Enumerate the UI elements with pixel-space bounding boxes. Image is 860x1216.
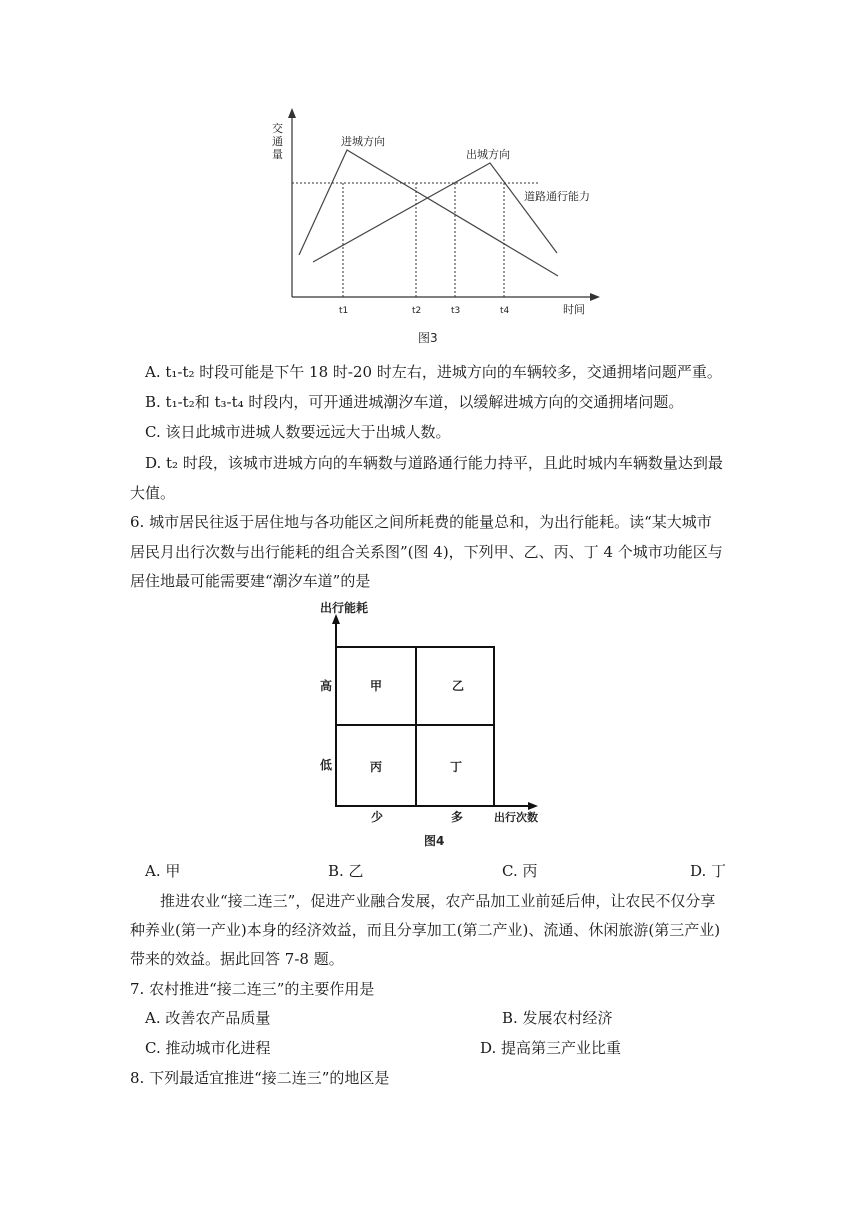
q6-option-a[interactable]: A. 甲 (145, 862, 181, 880)
x-axis-label: 时间 (563, 303, 585, 316)
y-axis-arrow (288, 108, 296, 118)
capacity-label: 道路通行能力 (524, 190, 590, 203)
inbound-line (299, 150, 558, 276)
q7-option-a[interactable]: A. 改善农产品质量 (145, 1009, 271, 1027)
q5-option-d-line2: 大值。 (130, 484, 176, 502)
f4-x-label: 出行次数 (494, 811, 538, 824)
figure-4-grid-chart (0, 590, 860, 860)
tick-t4: t4 (500, 306, 510, 316)
passage-line2: 种养业(第一产业)本身的经济效益，而且分享加工(第二产业)、流通、休闲旅游(第三产业) (130, 921, 721, 939)
q5-option-a[interactable]: A. t₁-t₂ 时段可能是下午 18 时-20 时左右，进城方向的车辆较多，交通拥堵问题严重。 (145, 363, 722, 381)
f4-low: 低 (320, 758, 333, 772)
q6-stem-line3: 居住地最可能需要建“潮汐车道”的是 (130, 572, 371, 590)
inbound-label: 进城方向 (341, 135, 385, 148)
outbound-line (313, 163, 557, 262)
cell-label-ding: 丁 (450, 760, 463, 774)
q6-option-b[interactable]: B. 乙 (328, 862, 364, 880)
tick-t1: t1 (339, 306, 349, 316)
q7-stem: 7. 农村推进“接二连三”的主要作用是 (130, 980, 375, 998)
cell-label-yi: 乙 (452, 679, 465, 693)
f4-y-axis-arrow (332, 614, 340, 624)
q5-option-c[interactable]: C. 该日此城市进城人数要远远大于出城人数。 (145, 423, 451, 441)
cell-label-jia: 甲 (370, 679, 383, 693)
q7-option-b[interactable]: B. 发展农村经济 (502, 1009, 613, 1027)
passage-line3: 带来的效益。据此回答 7-8 题。 (130, 950, 344, 968)
f4-many: 多 (451, 810, 464, 824)
f4-few: 少 (371, 810, 384, 824)
tick-t3: t3 (451, 306, 461, 316)
figure-3-caption: 图3 (418, 331, 438, 345)
cell-label-bing: 丙 (370, 760, 383, 774)
x-axis-arrow (590, 293, 600, 301)
q7-option-c[interactable]: C. 推动城市化进程 (145, 1039, 271, 1057)
f4-x-axis-arrow (528, 802, 538, 810)
q5-option-d-line1[interactable]: D. t₂ 时段，该城市进城方向的车辆数与道路通行能力持平，且此时城内车辆数量达到最 (145, 454, 723, 472)
outbound-label: 出城方向 (466, 148, 510, 161)
figure-3-traffic-chart (0, 0, 860, 350)
q6-option-d[interactable]: D. 丁 (690, 862, 727, 880)
figure-3-y-label: 交通量 (272, 122, 283, 161)
f4-y-label: 出行能耗 (320, 601, 369, 615)
q5-option-b[interactable]: B. t₁-t₂和 t₃-t₄ 时段内，可开通进城潮汐车道，以缓解进城方向的交通拥堵问题。 (145, 393, 684, 411)
q6-option-c[interactable]: C. 丙 (502, 862, 538, 880)
figure-4-caption: 图4 (424, 834, 445, 848)
passage-line1: 推进农业“接二连三”，促进产业融合发展，农产品加工业前延后伸，让农民不仅分享 (160, 892, 716, 910)
q8-stem: 8. 下列最适宜推进“接二连三”的地区是 (130, 1069, 390, 1087)
q6-stem-line2: 居民月出行次数与出行能耗的组合关系图”(图 4)，下列甲、乙、丙、丁 4 个城市功能区与 (130, 543, 723, 561)
q7-option-d[interactable]: D. 提高第三产业比重 (480, 1039, 622, 1057)
q6-stem-line1: 6. 城市居民往返于居住地与各功能区之间所耗费的能量总和，为出行能耗。读“某大城市 (130, 513, 712, 531)
tick-t2: t2 (412, 306, 422, 316)
f4-high: 高 (320, 679, 333, 693)
